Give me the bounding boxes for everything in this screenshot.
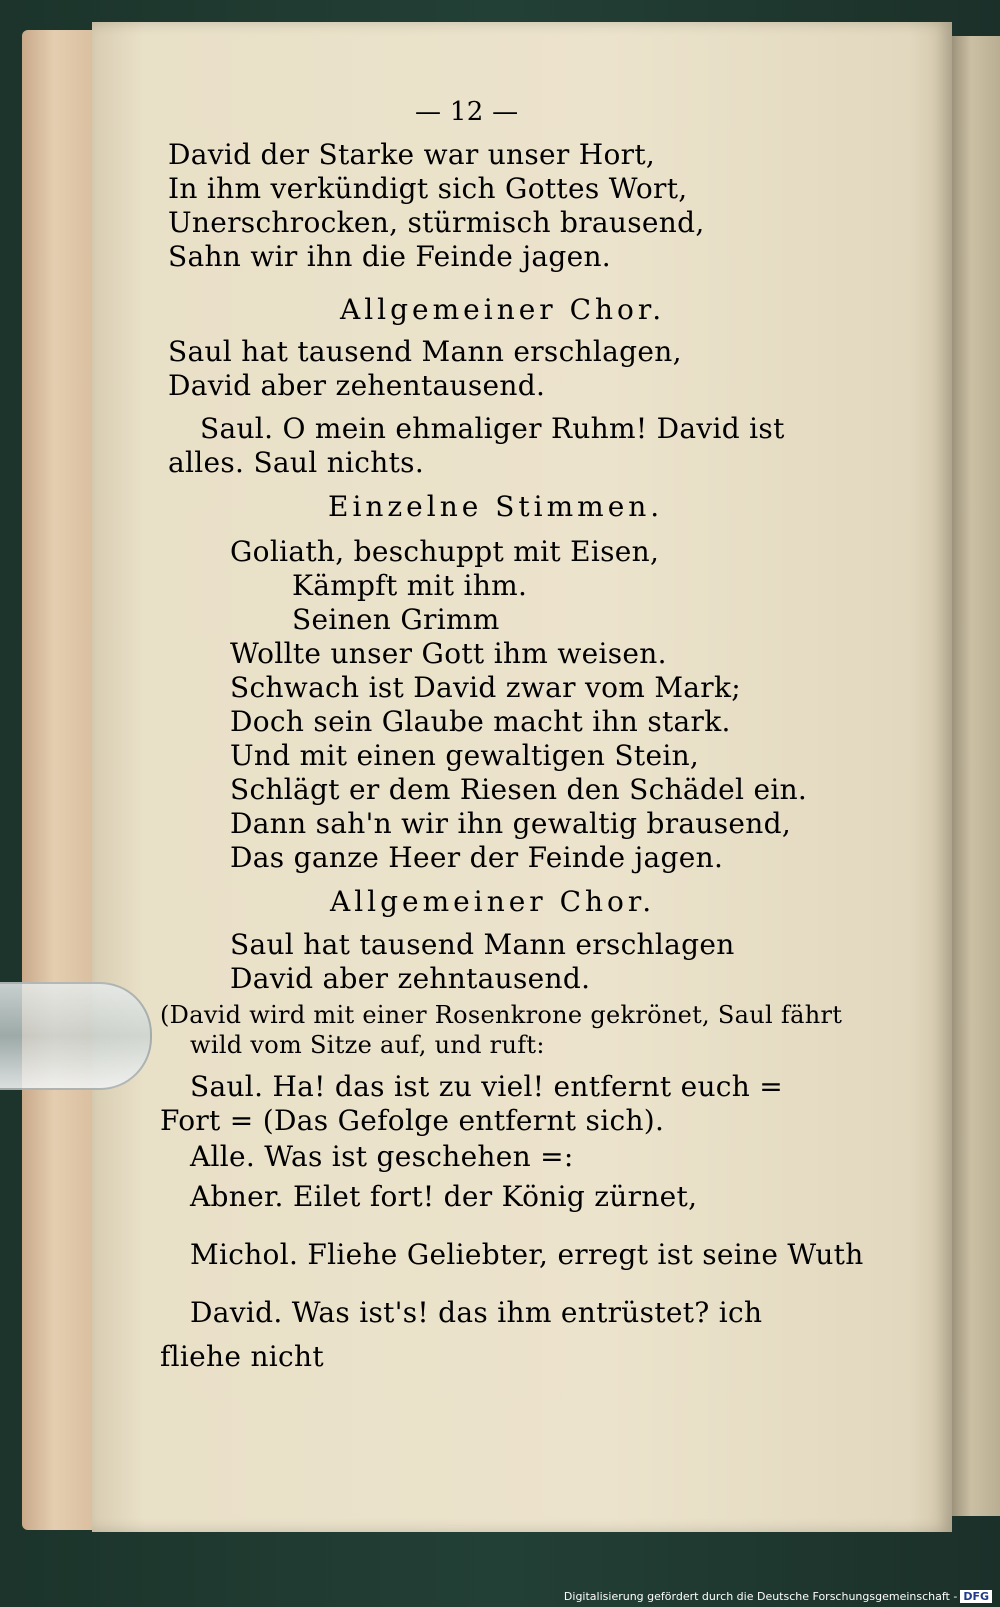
digitization-credit (564, 1590, 992, 1603)
text-line-30: Michol. Fliehe Geliebter, erregt ist seine Wuth (190, 1238, 864, 1271)
text-line-18: Schlägt er dem Riesen den Schädel ein. (230, 773, 808, 806)
text-line-20: Das ganze Heer der Feinde jagen. (230, 841, 724, 874)
stage-direction-line-1: (David wird mit einer Rosenkrone gekrönet, Saul fährt (160, 1001, 843, 1029)
book-edge-left (22, 30, 102, 1530)
text-line-32: fliehe nicht (160, 1340, 324, 1373)
text-line-3: Unerschrocken, stürmisch brausend, (168, 206, 705, 239)
text-line-1: David der Starke war unser Hort, (168, 138, 656, 171)
text-line-14: Wollte unser Gott ihm weisen. (230, 637, 667, 670)
heading-allgemeiner-chor-1: Allgemeiner Chor. (340, 293, 666, 326)
text-line-15: Schwach ist David zwar vom Mark; (230, 671, 741, 704)
text-line-16: Doch sein Glaube macht ihn stark. (230, 705, 731, 738)
text-line-23: David aber zehntausend. (230, 962, 591, 995)
text-line-17: Und mit einen gewaltigen Stein, (230, 739, 700, 772)
credit-text: Digitalisierung gefördert durch die Deutsche Forschungsgemeinschaft - (563, 1590, 958, 1603)
page-number: — 12 — (415, 97, 519, 127)
text-line-26: Saul. Ha! das ist zu viel! entfernt euch = (190, 1070, 784, 1103)
text-line-12: Kämpft mit ihm. (292, 569, 528, 602)
book-edge-right (952, 36, 1000, 1516)
page-clip (0, 982, 152, 1090)
text-line-31: David. Was ist's! das ihm entrüstet? ich (190, 1296, 763, 1329)
text-line-11: Goliath, beschuppt mit Eisen, (230, 535, 660, 568)
stage-direction-line-2: wild vom Sitze auf, und ruft: (190, 1031, 545, 1059)
text-line-22: Saul hat tausend Mann erschlagen (230, 928, 735, 961)
text-line-29: Abner. Eilet fort! der König zürnet, (190, 1180, 698, 1213)
text-line-19: Dann sah'n wir ihn gewaltig brausend, (230, 807, 792, 840)
text-line-9: alles. Saul nichts. (168, 446, 425, 479)
text-line-7: David aber zehentausend. (168, 369, 546, 402)
dfg-logo: DFG (960, 1590, 992, 1603)
heading-allgemeiner-chor-2: Allgemeiner Chor. (330, 885, 656, 918)
text-line-28: Alle. Was ist geschehen =: (190, 1140, 574, 1173)
text-line-8: Saul. O mein ehmaliger Ruhm! David ist (200, 412, 785, 445)
text-line-4: Sahn wir ihn die Feinde jagen. (168, 240, 611, 273)
text-line-27: Fort = (Das Gefolge entfernt sich). (160, 1104, 665, 1137)
text-line-2: In ihm verkündigt sich Gottes Wort, (168, 172, 688, 205)
heading-einzelne-stimmen: Einzelne Stimmen. (328, 490, 664, 523)
text-line-6: Saul hat tausend Mann erschlagen, (168, 335, 682, 368)
text-line-13: Seinen Grimm (292, 603, 500, 636)
